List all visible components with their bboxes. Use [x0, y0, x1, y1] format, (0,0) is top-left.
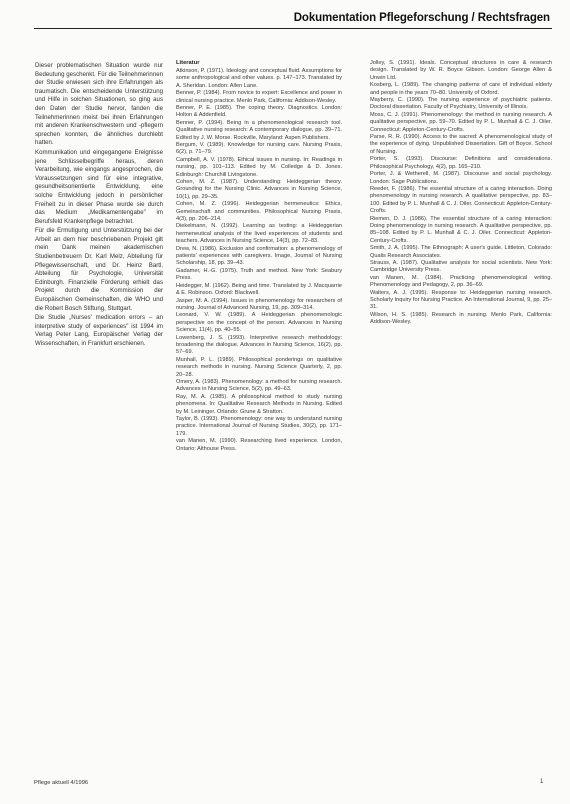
reference-entry: Moss, C. J. (1991). Phenomenology: the method in nursing research. A qualitative perspective, pp. 59–70. Edited by P. L. Munhall & C. J. Oiler. Connecticut: Appleton-Century-Crofts. [370, 111, 552, 133]
reference-entry: Taylor, B. (1993). Phenomenology: one way to understand nursing practice. International Journal of Nursing Studies, 30(2), pp. 171–179. [176, 416, 342, 437]
reference-entry: Lowenberg, J. S. (1993). Interpretive research methodology: broadening the dialogue. Advances in Nursing Science, 16(2), pp. 57–69. [176, 334, 342, 356]
reference-entry: Munhall, P. L. (1989). Philosophical ponderings on qualitative research methods in nursing. Nursing Science Quarterly, 2, pp. 20–28. [176, 356, 342, 378]
reference-list [370, 60, 552, 327]
reference-entry: Walters, A. J. (1995). Response to: Heideggerian nursing research. Scholarly Inquiry for Nursing Practice. An International Journal, 9, pp. 25–31. [370, 289, 552, 311]
reference-entry: Diekelmann, N. (1992). Learning as testing: a Heideggerian hermeneutical analysis of the lived experiences of students and teachers. Advances in Nursing Science, 14(3), pp. 72–83. [176, 223, 342, 245]
header-rule [34, 28, 552, 29]
reference-entry: Atkinson, P. (1971). Ideology and conceptual fluid. Assumptions for some anthropological and other values. p. 147–173. Translated by A. Sheridan. London: Allen Lane. [176, 67, 342, 89]
body-paragraph: Die Studie „Nurses' medication errors – an interpretive study of experiences" ist 1994 im Verlag Peter Lang, Europäischer Verlag der Wissenschaften, in Frankfurt erschienen. [35, 314, 163, 347]
reference-entry: Parse, R. R. (1990). Access to the sacred: A phenomenological study of the experience of dying. Unpublished Dissertation. Gift of Boyce. School of Nursing. [370, 134, 552, 155]
reference-entry: Mayberry, C. (1990). The nursing experience of psychiatric patients. Doctoral dissertation. Faculty of Psychiatry, University of Illinois. [370, 97, 552, 111]
reference-entry: Wilson, H. S. (1985). Research in nursing. Menlo Park, California: Addison-Wesley. [370, 311, 552, 326]
reference-entry: Porter, S. (1993). Discourse: Definitions and considerations. Philosophical Psychology, 4(2), pp. 165–210. [370, 156, 552, 170]
body-text-column [35, 62, 163, 662]
body-paragraph: Dieser problematischen Situation wurde nur Bedeutung geschenkt. Für die Teilnehmerinnen der Studie erwiesen sich ihre Erfahrungen als traumatisch. Die entscheidende Unterstützung und Hilfe in solchen Situationen, so ging aus den Daten der Studie hervor, fanden die Teilnehmerinnen meist bei ihren Erfahrungen mit anderen Krankenschwestern und -pflegern sprechen konnten, die ähnliches durchlebt hatten. [35, 62, 163, 147]
reference-entry: Jasper, M. A. (1994). Issues in phenomenology for researchers of nursing. Journal of Advanced Nursing, 19, pp. 309–314. [176, 297, 342, 311]
reference-entry: Gadamer, H.-G. (1975). Truth and method. New York: Seabury Press. [176, 267, 342, 282]
reference-entry: Porter, J. & Wetherell, M. (1987). Discourse and social psychology. London: Sage Publications. [370, 171, 552, 185]
reference-entry: Kosberg, L. (1989). The changing patterns of care of individual elderly and people in the years 70–80. University of Oxford. [370, 82, 552, 96]
reference-entry: Drew, N. (1986). Exclusion and confirmation: a phenomenology of patients' experiences with caregivers. Image, Journal of Nursing Scholarship, 18, pp. 39–43. [176, 245, 342, 267]
reference-entry: Benner, P. E. (1985). The coping theory. Diagnostics. London: Holton & Addenfield. [176, 104, 342, 119]
reference-entry: van Manen, M. (1990). Researching lived experience. London, Ontario: Althouse Press. [176, 438, 342, 452]
footer-page-number: 1 [540, 779, 544, 785]
reference-entry: Benner, P. (1984). From novice to expert: Excellence and power in clinical nursing practice. Menlo Park, California: Addison-Wesley. [176, 90, 342, 104]
footer-journal: Pflege aktuell 4/1996 [34, 780, 89, 786]
reference-entry: Ray, M. A. (1985). A philosophical method to study nursing phenomena. In: Qualitative Research Methods in Nursing. Edited by M. Leininger. Orlando: Grune & Stratton. [176, 393, 342, 415]
reference-entry: Reeder, F. (1986). The essential structure of a caring interaction. Doing phenomenology in nursing research. A qualitative perspective, pp. 83–100. Edited by P. L. Munhall & C. J. Oiler. Connecticut: Appleton-Century-Crofts. [370, 185, 552, 215]
reference-entry: Omery, A. (1983). Phenomenology: a method for nursing research. Advances in Nursing Science, 5(2), pp. 49–63. [176, 378, 342, 393]
reference-entry: Cohen, M. Z. (1996). Heideggerian hermeneutics: Ethics, Gemeinschaft and communities. Philosophical Nursing Praxis, 4(3), pp. 206–214. [176, 201, 342, 223]
reference-entry: van Manen, M. (1984). Practicing phenomenological writing. Phenomenology and Pedagogy, 2, pp. 36–69. [370, 274, 552, 289]
reference-entry: Campbell, A. V. (1978). Ethical issues in nursing. In: Readings in nursing, pp. 101–113. Edited by M. Colledge & D. Jones. Edinburgh: Churchill Livingstone. [176, 156, 342, 178]
body-paragraph: Kommunikation und eingegangene Ereignisse jene Schlüsselbegriffe heraus, deren Verarbeitung, wie eingangs angesprochen, die Voraussetzungen sind für eine integrative, gesundheitsorientierte Entwicklung, eine solche Entwicklung jedoch in persönlicher Freiheit zu in dieser Phase wurde sie durch das Medium „Medikamentengabe" im Berufsfeld Krankenpflege betrachtet. [35, 148, 163, 225]
references-column-right [370, 60, 552, 660]
page-header-title: Dokumentation Pflegeforschung / Rechtsfragen [293, 12, 550, 24]
reference-entry: Heidegger, M. (1962). Being and time. Translated by J. Macquarrie & E. Robinson. Oxford: Blackwell. [176, 282, 342, 297]
reference-entry: Jolley, S. (1991). Ideals. Conceptual structures in care & research design. Translated by W. R. Boyce Gibson. London: George Allen & Unwin Ltd. [370, 60, 552, 81]
reference-entry: Smith, J. A. (1995). The Ethnograph: A user's guide. Littleton, Colorado: Qualis Research Associates. [370, 245, 552, 259]
references-column-left [176, 60, 342, 660]
body-paragraph: Für die Ermutigung und Unterstützung bei der Arbeit an dem hier beschriebenen Projekt gilt mein Dank meinen akademischen Studienbetreuern Dr. Karl Melz, Abteilung für Pflegewissenschaft, und Dr. Heinz Bartl, Abteilung für Psychologie, Universität Edinburgh. Finanzielle Förderung erhielt das Projekt durch die Kommission der Europäischen Gemeinschaften, die WHO und die Robert Bosch Stiftung, Stuttgart. [35, 227, 163, 312]
reference-entry: Benner, P. (1994). Being in a phenomenological research tool. Qualitative nursing research: A contemporary dialogue, pp. 39–71. Edited by J. W. Morse. Rockville, Maryland: Aspen Publishers. [176, 119, 342, 141]
reference-entry: Cohen, M. Z. (1987). Understanding: Heideggerian theory. Grounding for the Nursing Clinic. Advances in Nursing Science, 10(1), pp. 29–35. [176, 179, 342, 200]
reference-entry: Riemen, D. J. (1986). The essential structure of a caring interaction: Doing phenomenology in nursing research. A qualitative perspective, pp. 85–108. Edited by P. L. Munhall & C. J. Oiler. Connecticut: Appleton-Century-Crofts. [370, 215, 552, 244]
reference-entry: Bergum, V. (1989). Knowledge for nursing care. Nursing Praxis, 6(2), p. 71–79. [176, 141, 342, 156]
reference-entry: Leonard, V. W. (1989). A Heideggerian phenomenologic perspective on the concept of the person. Advances in Nursing Science, 11(4), pp. 40–55. [176, 312, 342, 334]
reference-list [176, 68, 342, 453]
references-heading: Literatur [176, 60, 200, 66]
reference-entry: Strauss, A. (1987). Qualitative analysis for social scientists. New York: Cambridge University Press. [370, 259, 552, 274]
